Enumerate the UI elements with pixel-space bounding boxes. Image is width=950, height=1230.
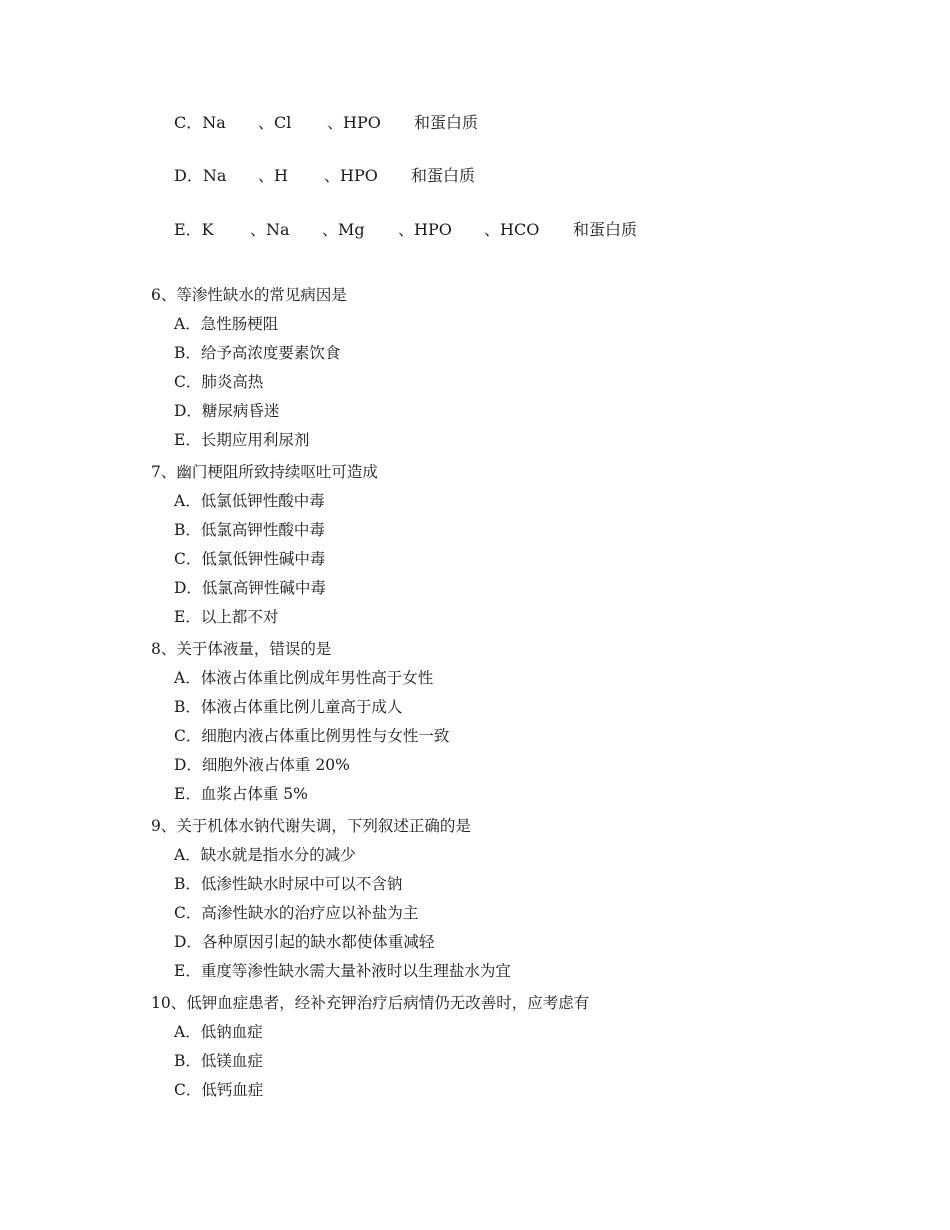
question-9-option-c: C．高渗性缺水的治疗应以补盐为主 [174, 904, 419, 922]
question-6-option-e: E．长期应用利尿剂 [174, 431, 310, 449]
question-10-option-a: A．低钠血症 [174, 1023, 263, 1041]
formula-segment: 、HPO [398, 220, 452, 239]
question-6-option-a: A．急性肠梗阻 [174, 315, 279, 333]
question-8-option-a: A．体液占体重比例成年男性高于女性 [174, 669, 434, 687]
formula-segment: 、HPO [327, 113, 381, 132]
question-9-stem: 9、关于机体水钠代谢失调，下列叙述正确的是 [151, 817, 471, 835]
question-7-option-a: A．低氯低钾性酸中毒 [174, 492, 325, 510]
question-6-option-b: B．给予高浓度要素饮食 [174, 344, 341, 362]
question-10-stem: 10、低钾血症患者，经补充钾治疗后病情仍无改善时，应考虑有 [151, 994, 590, 1012]
formula-segment: 、HCO [484, 220, 540, 239]
question-9-option-e: E．重度等渗性缺水需大量补液时以生理盐水为宜 [174, 962, 511, 980]
question-8-stem: 8、关于体液量，错误的是 [151, 640, 332, 658]
formula-segment: 和蛋白质 [414, 113, 479, 132]
question-7-option-d: D．低氯高钾性碱中毒 [174, 579, 326, 597]
question-10-option-b: B．低镁血症 [174, 1052, 263, 1070]
formula-segment: E．K [174, 220, 214, 239]
formula-segment: 、H [258, 166, 288, 185]
question-8-option-c: C．细胞内液占体重比例男性与女性一致 [174, 727, 450, 745]
formula-segment: 、Cl [258, 113, 292, 132]
formula-segment: C．Na [174, 113, 226, 132]
question-6-option-c: C．肺炎高热 [174, 373, 264, 391]
formula-segment: D．Na [174, 166, 227, 185]
question-8-option-b: B．体液占体重比例儿童高于成人 [174, 698, 403, 716]
question-8-option-d: D．细胞外液占体重 20% [174, 756, 350, 774]
formula-segment: 、Na [250, 220, 290, 239]
formula-segment: 和蛋白质 [411, 166, 476, 185]
question-6-option-d: D．糖尿病昏迷 [174, 402, 280, 420]
question-10-option-c: C．低钙血症 [174, 1081, 264, 1099]
question-7-option-b: B．低氯高钾性酸中毒 [174, 521, 325, 539]
formula-segment: 、HPO [324, 166, 378, 185]
formula-segment: 和蛋白质 [573, 220, 638, 239]
question-7-option-c: C．低氯低钾性碱中毒 [174, 550, 326, 568]
question-7-stem: 7、幽门梗阻所致持续呕吐可造成 [151, 463, 378, 481]
formula-segment: 、Mg [322, 220, 365, 239]
question-9-option-b: B．低渗性缺水时尿中可以不含钠 [174, 875, 403, 893]
question-9-option-a: A．缺水就是指水分的减少 [174, 846, 356, 864]
question-7-option-e: E．以上都不对 [174, 608, 279, 626]
question-6-stem: 6、等渗性缺水的常见病因是 [151, 286, 347, 304]
question-8-option-e: E．血浆占体重 5% [174, 785, 308, 803]
question-9-option-d: D．各种原因引起的缺水都使体重减轻 [174, 933, 435, 951]
